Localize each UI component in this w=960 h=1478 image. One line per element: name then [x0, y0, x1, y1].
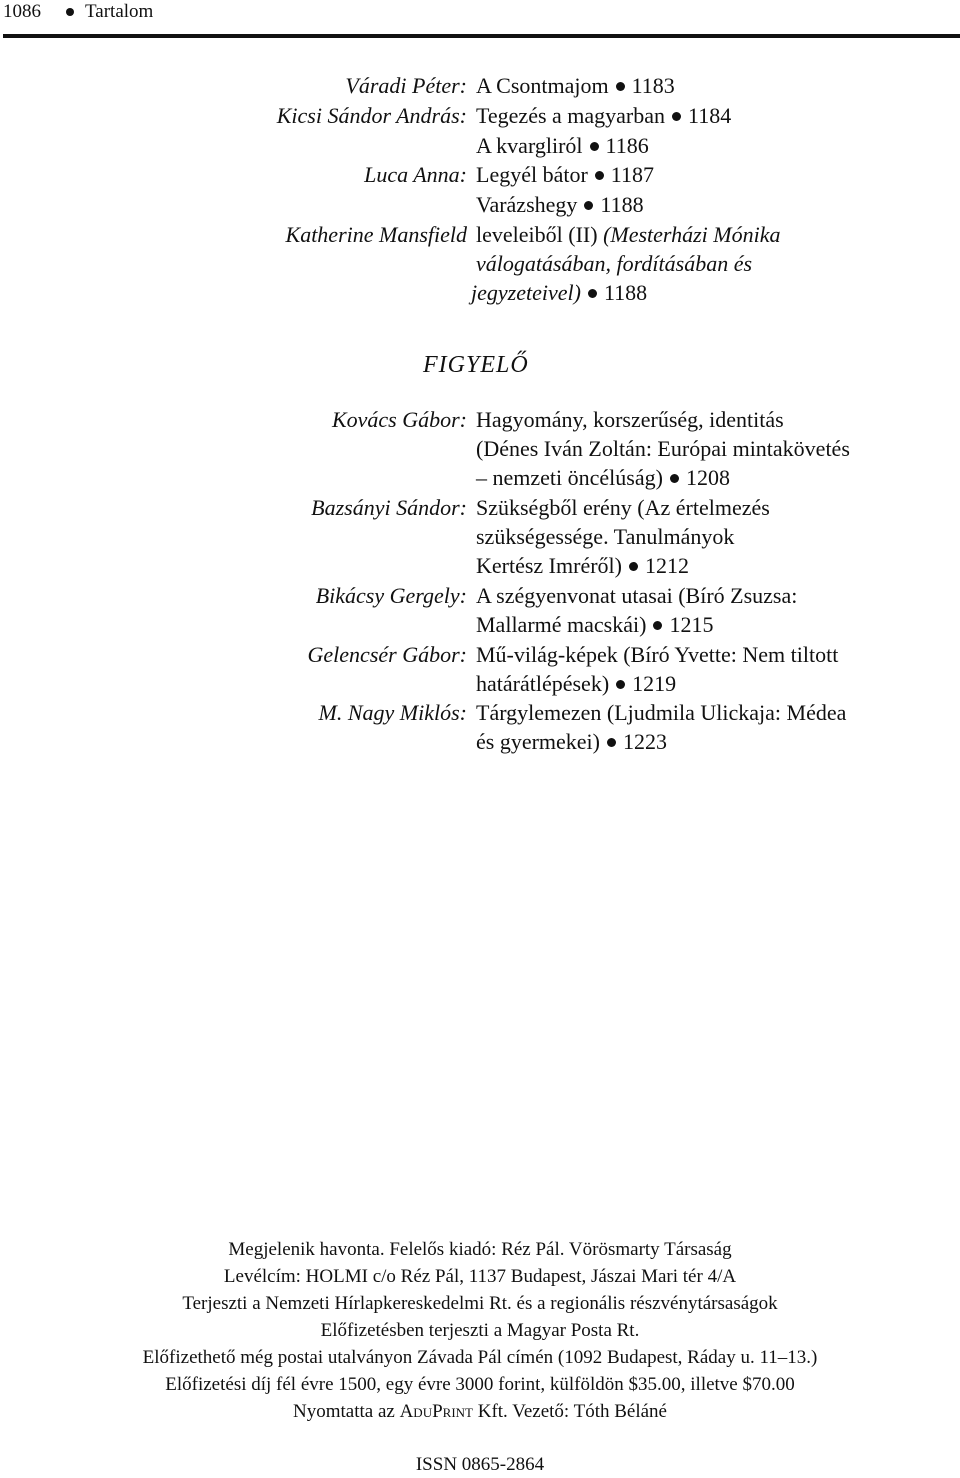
page-number: 1086 — [3, 1, 41, 22]
imprint-line — [0, 1399, 960, 1425]
toc-title: és gyermekei) — [476, 729, 600, 754]
toc-page: 1188 — [600, 192, 644, 217]
toc-page: 1187 — [610, 162, 654, 187]
toc-title: A kvargliról — [476, 133, 583, 158]
printer-suffix: Kft. Vezető: Tóth Béláné — [477, 1401, 667, 1422]
toc-entry-line: szükségessége. Tanulmányok — [476, 524, 735, 549]
toc-title: leveleiből (II) — [476, 222, 598, 247]
toc-author: Bazsányi Sándor: — [311, 495, 467, 520]
toc-author: Kicsi Sándor András: — [276, 103, 467, 128]
toc-entry — [476, 131, 649, 161]
toc-title: Mallarmé macskái) — [476, 612, 647, 637]
toc-page: 1184 — [688, 103, 732, 128]
toc-entry-continuation — [471, 278, 647, 308]
toc-entry-line — [476, 727, 667, 757]
toc-page: 1223 — [623, 729, 667, 754]
bullet-icon — [595, 171, 604, 180]
toc-title-italic: (Mesterházi Mónika — [603, 222, 781, 247]
toc-title: – nemzeti öncélúság) — [476, 465, 663, 490]
toc-entry-line: A szégyenvonat utasai (Bíró Zsuzsa: — [476, 583, 798, 608]
toc-entry-line: Tárgylemezen (Ljudmila Ulickaja: Médea — [476, 700, 847, 725]
toc-page: 1188 — [603, 280, 648, 305]
imprint-line: Előfizetési díj fél évre 1500, egy évre 3000 forint, külföldön $35.00, illetve $70.00 — [165, 1374, 795, 1395]
toc-title: Tegezés a magyarban — [476, 103, 666, 128]
bullet-icon — [607, 738, 616, 747]
toc-author: Luca Anna: — [364, 162, 467, 187]
bullet-icon — [670, 474, 679, 483]
header-rule — [3, 34, 960, 38]
printer-prefix: Nyomtatta az — [293, 1401, 395, 1422]
printer-name: AduPrint — [399, 1401, 473, 1422]
toc-title: A Csontmajom — [476, 73, 609, 98]
bullet-icon — [653, 621, 662, 630]
imprint-line: Megjelenik havonta. Felelős kiadó: Réz Pál. Vörösmarty Társaság — [228, 1239, 732, 1260]
bullet-icon — [629, 562, 638, 571]
toc-entry-continuation: válogatásában, fordításában és — [476, 251, 753, 276]
section-name: Tartalom — [85, 1, 154, 22]
toc-page: 1212 — [644, 553, 689, 578]
toc-page: 1219 — [632, 671, 677, 696]
toc-entry — [476, 160, 654, 190]
toc-page: 1215 — [669, 612, 714, 637]
toc-entry-line — [476, 551, 689, 581]
issn: ISSN 0865-2864 — [415, 1454, 545, 1475]
toc-title: határátlépések) — [476, 671, 610, 696]
toc-page: 1186 — [605, 133, 649, 158]
toc-title-italic: jegyzeteivel) — [471, 280, 581, 305]
imprint-line: Terjeszti a Nemzeti Hírlapkereskedelmi Rt. és a regionális részvénytársaságok — [182, 1293, 778, 1314]
toc-author: Gelencsér Gábor: — [307, 642, 467, 667]
bullet-icon — [616, 680, 625, 689]
imprint-line: Előfizethető még postai utalványon Závada Pál címén (1092 Budapest, Ráday u. 11–13.) — [142, 1347, 818, 1368]
toc-entry-line — [476, 669, 676, 699]
toc-entry-line: Szükségből erény (Az értelmezés — [476, 495, 770, 520]
toc-entry-line — [476, 463, 730, 493]
toc-author: Bikácsy Gergely: — [315, 583, 467, 608]
toc-entry — [476, 220, 780, 250]
toc-author: Katherine Mansfield — [285, 222, 467, 247]
toc-entry-line — [476, 610, 713, 640]
toc-entry — [476, 190, 644, 220]
bullet-icon — [590, 142, 599, 151]
toc-entry — [476, 101, 731, 131]
toc-title: Legyél bátor — [476, 162, 588, 187]
toc-entry-line: Mű-világ-képek (Bíró Yvette: Nem tiltott — [476, 642, 839, 667]
toc-title: Kertész Imréről) — [476, 553, 622, 578]
toc-author: Váradi Péter: — [345, 73, 467, 98]
toc-page: 1208 — [685, 465, 730, 490]
section-title: FIGYELŐ — [423, 352, 529, 378]
toc-author: M. Nagy Miklós: — [318, 700, 467, 725]
bullet-icon — [588, 289, 597, 298]
toc-entry — [476, 71, 675, 101]
bullet-icon — [672, 112, 681, 121]
toc-entry-line: (Dénes Iván Zoltán: Európai mintakövetés — [476, 436, 850, 461]
bullet-icon — [66, 8, 74, 16]
toc-title: Varázshegy — [476, 192, 578, 217]
imprint-line: Előfizetésben terjeszti a Magyar Posta Rt. — [320, 1320, 640, 1341]
imprint-line: Levélcím: HOLMI c/o Réz Pál, 1137 Budapest, Jászai Mari tér 4/A — [223, 1266, 737, 1287]
bullet-icon — [584, 201, 593, 210]
bullet-icon — [616, 82, 625, 91]
toc-entry-line: Hagyomány, korszerűség, identitás — [476, 407, 784, 432]
toc-page: 1183 — [631, 73, 675, 98]
toc-author: Kovács Gábor: — [331, 407, 467, 432]
